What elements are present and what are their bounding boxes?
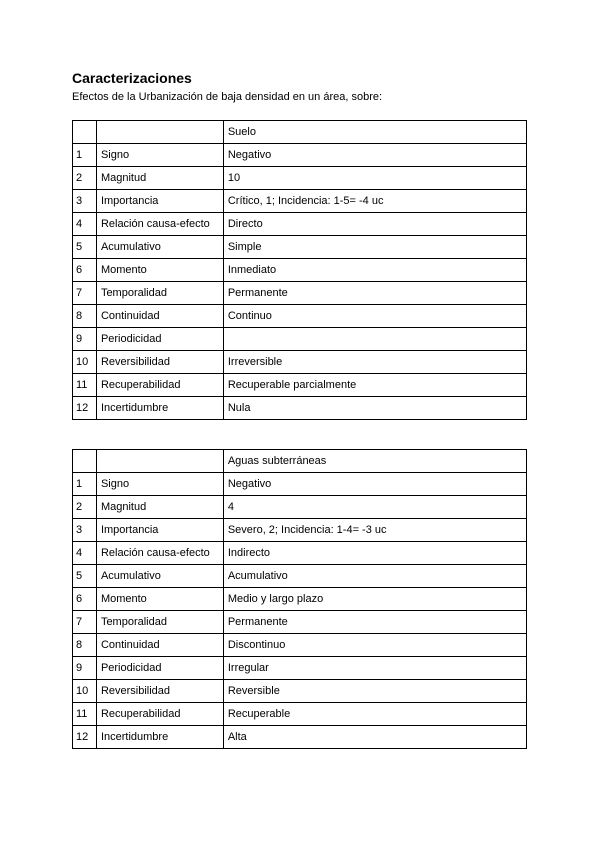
value-cell: Indirecto — [223, 542, 526, 565]
attribute-cell: Recuperabilidad — [96, 703, 223, 726]
header-blank-cell — [96, 450, 223, 473]
table-header-cell: Suelo — [223, 121, 526, 144]
value-cell: Irregular — [223, 657, 526, 680]
attribute-cell: Recuperabilidad — [96, 374, 223, 397]
attribute-cell: Continuidad — [96, 305, 223, 328]
row-number-cell: 10 — [73, 680, 97, 703]
row-number-cell: 11 — [73, 374, 97, 397]
table-row — [73, 542, 527, 565]
value-cell: Directo — [223, 213, 526, 236]
attribute-cell: Momento — [96, 588, 223, 611]
attribute-cell: Temporalidad — [96, 282, 223, 305]
row-number-cell: 7 — [73, 282, 97, 305]
table-row — [73, 144, 527, 167]
table-row — [73, 611, 527, 634]
table-row — [73, 190, 527, 213]
attribute-cell: Acumulativo — [96, 236, 223, 259]
table-header-row — [73, 450, 527, 473]
value-cell: Negativo — [223, 473, 526, 496]
table-row — [73, 657, 527, 680]
table-row — [73, 634, 527, 657]
row-number-cell: 2 — [73, 167, 97, 190]
characterization-table-aguas-subterraneas — [72, 449, 527, 749]
table-row — [73, 519, 527, 542]
value-cell: Simple — [223, 236, 526, 259]
value-cell: Severo, 2; Incidencia: 1-4= -3 uc — [223, 519, 526, 542]
row-number-cell: 9 — [73, 328, 97, 351]
value-cell: Alta — [223, 726, 526, 749]
table-row — [73, 167, 527, 190]
table-row — [73, 726, 527, 749]
value-cell: Inmediato — [223, 259, 526, 282]
attribute-cell: Acumulativo — [96, 565, 223, 588]
table-row — [73, 374, 527, 397]
row-number-cell: 1 — [73, 144, 97, 167]
attribute-cell: Relación causa-efecto — [96, 213, 223, 236]
value-cell: Discontinuo — [223, 634, 526, 657]
value-cell: Medio y largo plazo — [223, 588, 526, 611]
table-row — [73, 588, 527, 611]
attribute-cell: Continuidad — [96, 634, 223, 657]
attribute-cell: Incertidumbre — [96, 397, 223, 420]
row-number-cell: 8 — [73, 634, 97, 657]
attribute-cell: Relación causa-efecto — [96, 542, 223, 565]
value-cell: Nula — [223, 397, 526, 420]
row-number-cell: 4 — [73, 542, 97, 565]
value-cell: Irreversible — [223, 351, 526, 374]
attribute-cell: Reversibilidad — [96, 680, 223, 703]
page-title: Caracterizaciones — [72, 70, 192, 86]
value-cell: Permanente — [223, 282, 526, 305]
row-number-cell: 5 — [73, 565, 97, 588]
value-cell: Crítico, 1; Incidencia: 1-5= -4 uc — [223, 190, 526, 213]
attribute-cell: Signo — [96, 473, 223, 496]
attribute-cell: Momento — [96, 259, 223, 282]
table-row — [73, 397, 527, 420]
row-number-cell: 12 — [73, 726, 97, 749]
row-number-cell: 3 — [73, 519, 97, 542]
row-number-cell: 8 — [73, 305, 97, 328]
row-number-cell: 6 — [73, 259, 97, 282]
row-number-cell: 10 — [73, 351, 97, 374]
attribute-cell: Periodicidad — [96, 328, 223, 351]
table-row — [73, 328, 527, 351]
table-header-row — [73, 121, 527, 144]
table-row — [73, 680, 527, 703]
table-row — [73, 236, 527, 259]
value-cell — [223, 328, 526, 351]
table-header-cell: Aguas subterráneas — [223, 450, 526, 473]
attribute-cell: Incertidumbre — [96, 726, 223, 749]
attribute-cell: Reversibilidad — [96, 351, 223, 374]
row-number-cell: 3 — [73, 190, 97, 213]
attribute-cell: Temporalidad — [96, 611, 223, 634]
table-row — [73, 703, 527, 726]
table-row — [73, 351, 527, 374]
value-cell: Recuperable parcialmente — [223, 374, 526, 397]
value-cell: Permanente — [223, 611, 526, 634]
attribute-cell: Signo — [96, 144, 223, 167]
attribute-cell: Importancia — [96, 519, 223, 542]
table-row — [73, 213, 527, 236]
row-number-cell: 4 — [73, 213, 97, 236]
table-row — [73, 259, 527, 282]
value-cell: Negativo — [223, 144, 526, 167]
characterization-table-suelo — [72, 120, 527, 420]
row-number-cell: 12 — [73, 397, 97, 420]
row-number-cell: 11 — [73, 703, 97, 726]
attribute-cell: Importancia — [96, 190, 223, 213]
value-cell: 4 — [223, 496, 526, 519]
row-number-cell: 7 — [73, 611, 97, 634]
header-blank-cell — [73, 121, 97, 144]
value-cell: Continuo — [223, 305, 526, 328]
value-cell: Recuperable — [223, 703, 526, 726]
table-row — [73, 565, 527, 588]
value-cell: 10 — [223, 167, 526, 190]
value-cell: Acumulativo — [223, 565, 526, 588]
table-row — [73, 305, 527, 328]
row-number-cell: 9 — [73, 657, 97, 680]
row-number-cell: 2 — [73, 496, 97, 519]
header-blank-cell — [96, 121, 223, 144]
row-number-cell: 5 — [73, 236, 97, 259]
value-cell: Reversible — [223, 680, 526, 703]
attribute-cell: Magnitud — [96, 496, 223, 519]
attribute-cell: Periodicidad — [96, 657, 223, 680]
table-row — [73, 282, 527, 305]
row-number-cell: 6 — [73, 588, 97, 611]
row-number-cell: 1 — [73, 473, 97, 496]
header-blank-cell — [73, 450, 97, 473]
table-row — [73, 496, 527, 519]
table-row — [73, 473, 527, 496]
page-subtitle: Efectos de la Urbanización de baja densidad en un área, sobre: — [72, 91, 383, 103]
attribute-cell: Magnitud — [96, 167, 223, 190]
